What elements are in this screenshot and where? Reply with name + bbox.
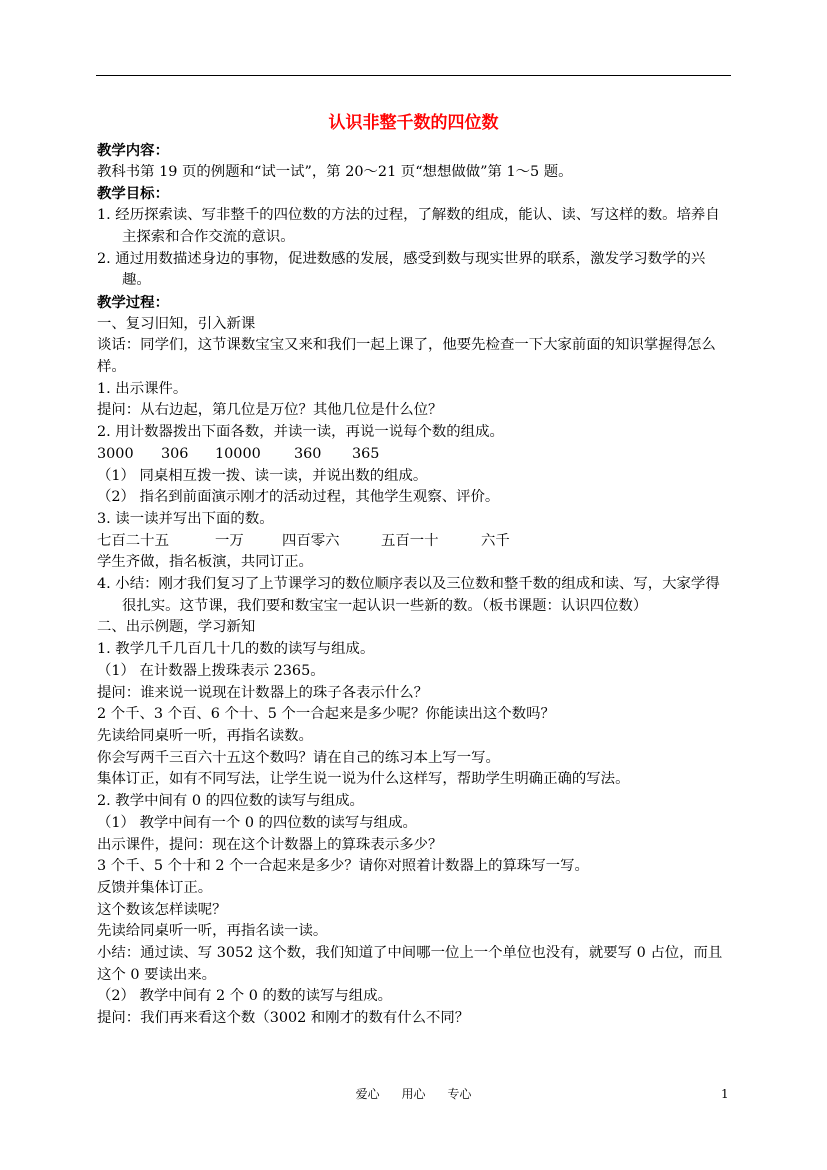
paragraph: 你会写两千三百六十五这个数吗？请在自己的练习本上写一写。: [97, 749, 500, 766]
paragraph: 1. 出示课件。: [97, 380, 188, 397]
number-item: 3000: [97, 445, 134, 462]
paragraph: 集体订正，如有不同写法，让学生说一说为什么这样写，帮助学生明确正确的写法。: [97, 771, 630, 788]
section-heading: 一、复习旧知，引入新课: [97, 315, 256, 332]
paragraph: （2） 教学中间有 2 个 0 的数的读写与组成。: [97, 988, 392, 1005]
summary-item: 4. 小结：刚才我们复习了上节课学习的数位顺序表以及三位数和整千数的组成和读、写，大家学得很扎实。这节课，我们要和数宝宝一起认识一些新的数。（板书课题：认识四位数）: [97, 576, 720, 614]
heading-teaching-content: 教学内容：: [97, 142, 169, 159]
footer-text: 专心: [447, 1087, 472, 1101]
word-item: 一万: [215, 532, 244, 549]
goal-item: 2. 通过用数描述身边的事物，促进数感的发展，感受到数与现实世界的联系，激发学习数学的兴趣。: [97, 250, 706, 289]
number-item: 306: [161, 445, 189, 462]
paragraph: （1） 同桌相互拨一拨、读一读，并说出数的组成。: [97, 467, 428, 484]
page-number: 1: [721, 1087, 729, 1101]
footer-text: 用心: [401, 1087, 426, 1101]
word-item: 四百零六: [282, 532, 340, 549]
paragraph: 谈话：同学们，这节课数宝宝又来和我们一起上课了，他要先检查一下大家前面的知识掌握得怎么样。: [97, 337, 716, 376]
paragraph: 学生齐做，指名板演，共同订正。: [97, 554, 313, 571]
header-rule: [96, 75, 731, 76]
paragraph: 提问：从右边起，第几位是万位？其他几位是什么位？: [97, 402, 443, 419]
paragraph: 2. 用计数器拨出下面各数，并读一读，再说一说每个数的组成。: [97, 424, 504, 441]
paragraph: 这个数该怎样读呢？: [97, 901, 227, 918]
number-item: 360: [294, 445, 322, 462]
heading-teaching-process: 教学过程：: [97, 293, 169, 311]
word-item: 五百一十: [381, 532, 439, 549]
word-list: [97, 531, 731, 553]
number-list: [97, 444, 731, 466]
number-item: 10000: [215, 445, 261, 462]
paragraph: 提问：谁来说一说现在计数器上的珠子各表示什么？: [97, 684, 428, 701]
paragraph: 1. 教学几千几百几十几的数的读写与组成。: [97, 641, 375, 658]
paragraph: 小结：通过读、写 3052 这个数，我们知道了中间哪一位上一个单位也没有，就要写 0 占位，而且这个 0 要读出来。: [97, 945, 723, 983]
document-body: [97, 140, 731, 1030]
paragraph: （1） 教学中间有一个 0 的四位数的读写与组成。: [97, 814, 417, 831]
section-heading: 二、出示例题，学习新知: [97, 619, 256, 636]
paragraph: 2. 教学中间有 0 的四位数的读写与组成。: [97, 793, 364, 810]
paragraph: 先读给同桌听一听，再指名读数。: [97, 727, 313, 744]
heading-teaching-goals: 教学目标：: [97, 185, 169, 203]
paragraph: 先读给同桌听一听，再指名读一读。: [97, 923, 328, 940]
paragraph: 2 个千、3 个百、6 个十、5 个一合起来是多少呢？你能读出这个数吗？: [97, 706, 555, 723]
word-item: 六千: [481, 532, 510, 549]
paragraph: 3. 读一读并写出下面的数。: [97, 510, 274, 527]
paragraph: （1） 在计数器上拨珠表示 2365。: [97, 662, 325, 679]
paragraph: 提问：我们再来看这个数（3002 和刚才的数有什么不同？: [97, 1010, 470, 1027]
paragraph: 出示课件，提问：现在这个计数器上的算珠表示多少？: [97, 836, 443, 853]
number-item: 365: [352, 445, 380, 462]
paragraph: 反馈并集体订正。: [97, 879, 213, 896]
paragraph: 教科书第 19 页的例题和“试一试”，第 20～21 页“想想做做”第 1～5 题。: [97, 163, 573, 180]
goal-item: 1. 经历探索读、写非整千的四位数的方法的过程，了解数的组成，能认、读、写这样的数。培养自主探索和合作交流的意识。: [97, 207, 720, 245]
paragraph: 3 个千、5 个十和 2 个一合起来是多少？请你对照着计数器上的算珠写一写。: [97, 858, 589, 875]
document-title: 认识非整千数的四位数: [328, 113, 499, 133]
paragraph: （2） 指名到前面演示刚才的活动过程，其他学生观察、评价。: [97, 489, 500, 506]
word-item: 七百二十五: [97, 532, 169, 549]
footer: [0, 1086, 827, 1102]
footer-text: 爱心: [355, 1087, 380, 1101]
